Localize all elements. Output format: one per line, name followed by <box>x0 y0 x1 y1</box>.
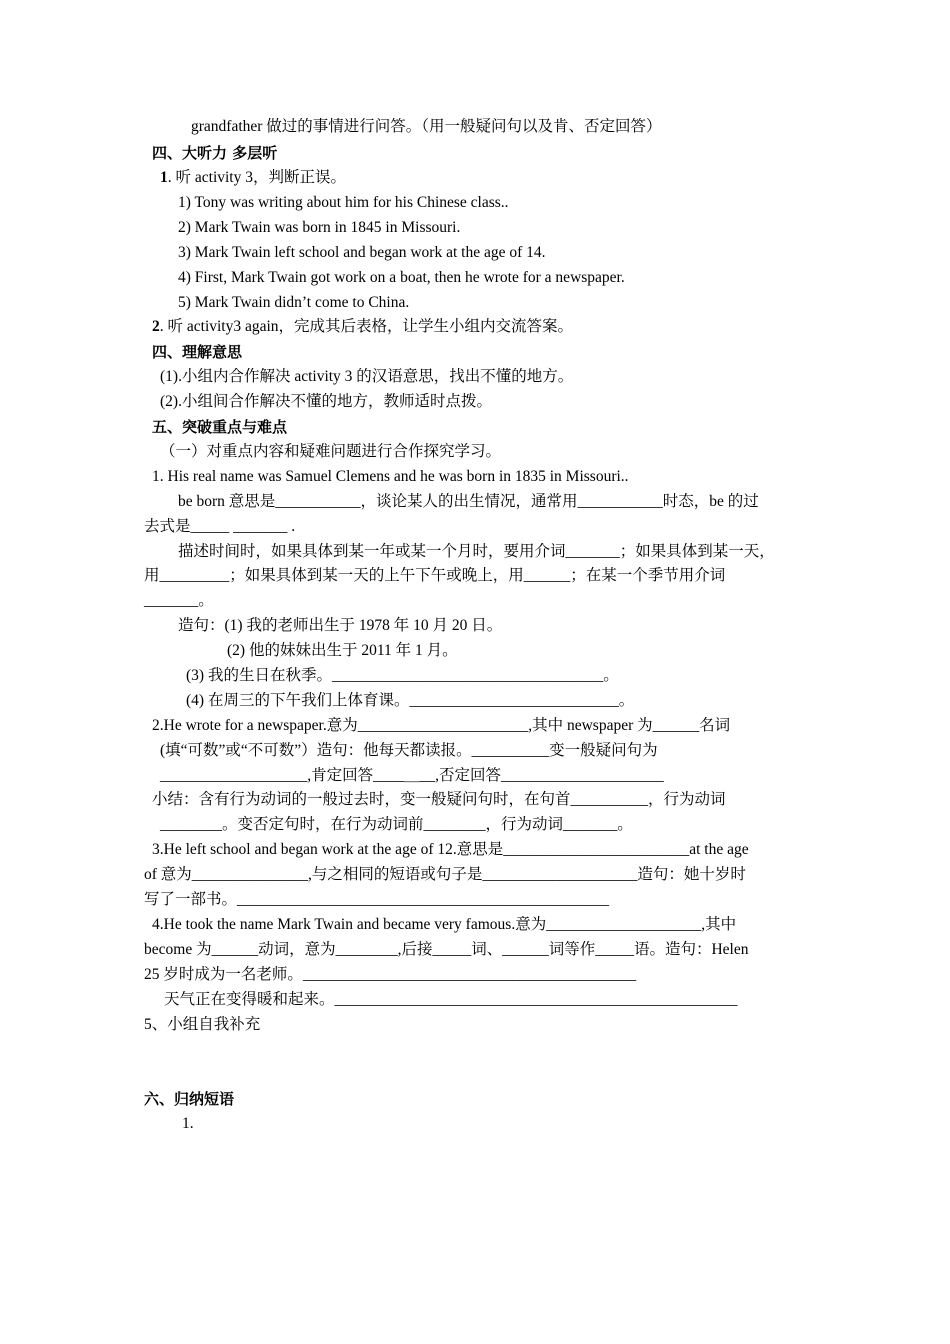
point-4-become: become 为______动词，意为________,后接_____词、______词等作_____语。造句：Helen <box>144 941 749 958</box>
point-1-prep-season: _______。 <box>144 592 214 609</box>
point-3-example: 写了一部书。________________________________________________ <box>144 891 610 908</box>
understand-heading: 四、理解意思 <box>152 343 243 361</box>
point-1-prep-day: 用_________；如果具体到某一天的上午下午或晚上，用______；在某一个季节用介词 <box>144 567 726 584</box>
task-2-text: . 听 activity3 again，完成其后表格，让学生小组内交流答案。 <box>159 318 574 335</box>
listening-task-1 <box>160 168 346 188</box>
phrases-heading: 六、归纳短语 <box>144 1090 235 1108</box>
statement-5: 5) Mark Twain didn’t come to China. <box>178 294 410 311</box>
statement-2: 2) Mark Twain was born in 1845 in Missouri. <box>178 219 461 236</box>
breakthrough-subheading: （一）对重点内容和疑难问题进行合作探究学习。 <box>160 443 502 460</box>
point-3-sentence: 3.He left school and began work at the age of 12.意思是________________________at the age <box>152 841 749 858</box>
point-1-sentence: 1. His real name was Samuel Clemens and he was born in 1835 in Missouri.. <box>152 468 629 485</box>
point-4-example-2: 天气正在变得暖和起来。____________________________________________________ <box>164 991 738 1008</box>
group-supplement: 5、小组自我补充 <box>144 1016 261 1033</box>
task-1-text: . 听 activity 3，判断正误。 <box>167 169 346 186</box>
sentence-making-3: (3) 我的生日在秋季。___________________________________。 <box>186 667 619 684</box>
statement-4: 4) First, Mark Twain got work on a boat, then he wrote for a newspaper. <box>178 269 625 286</box>
summary-line-2: ________。变否定句时，在行为动词前________，行为动词_______。 <box>160 816 633 833</box>
point-1-be-born: be born 意思是___________，谈论某人的出生情况，通常用___________时态，be 的过 <box>178 493 759 510</box>
point-1-prep-year: 描述时间时，如果具体到某一年或某一个月时，要用介词_______；如果具体到某一天， <box>178 543 775 560</box>
breakthrough-heading: 五、突破重点与难点 <box>152 418 288 436</box>
point-4-sentence: 4.He took the name Mark Twain and became very famous.意为____________________,其中 <box>152 916 737 933</box>
point-2-countable: (填“可数”或“不可数”）造句：他每天都读报。__________变一般疑问句为 <box>160 742 658 759</box>
sentence-making-4: (4) 在周三的下午我们上体育课。___________________________。 <box>186 692 635 709</box>
statement-1: 1) Tony was writing about him for his Chinese class.. <box>178 194 509 211</box>
point-2-answers: ___________________,肯定回答____＿__,否定回答_____________________ <box>160 767 664 784</box>
point-1-past-form: 去式是_____ _______ . <box>144 518 296 535</box>
understand-item-1: (1).小组内合作解决 activity 3 的汉语意思，找出不懂的地方。 <box>160 368 574 385</box>
statement-3: 3) Mark Twain left school and began work at the age of 14. <box>178 244 546 261</box>
summary-line-1: 小结：含有行为动词的一般过去时，变一般疑问句时，在句首__________，行为动词 <box>152 791 726 808</box>
sentence-making-1: 造句：(1) 我的老师出生于 1978 年 10 月 20 日。 <box>178 617 503 634</box>
intro-line: grandfather 做过的事情进行问答。（用一般疑问句以及肯、否定回答） <box>191 118 662 135</box>
understand-item-2: (2).小组间合作解决不懂的地方，教师适时点拨。 <box>160 393 492 410</box>
point-4-example-1: 25 岁时成为一名老师。___________________________________________ <box>144 966 637 983</box>
point-2-sentence: 2.He wrote for a newspaper.意为______________________,其中 newspaper 为______名词 <box>152 717 731 734</box>
task-1-number: 1 <box>160 169 168 186</box>
task-2-number: 2 <box>152 318 160 335</box>
point-3-meaning: of 意为_______________,与之相同的短语或句子是____________________造句：她十岁时 <box>144 866 746 883</box>
listening-task-2 <box>152 317 573 337</box>
phrases-item-1: 1. <box>182 1115 194 1132</box>
listening-heading: 四、大听力 多层听 <box>152 144 278 162</box>
sentence-making-2: (2) 他的妹妹出生于 2011 年 1 月。 <box>227 642 458 659</box>
